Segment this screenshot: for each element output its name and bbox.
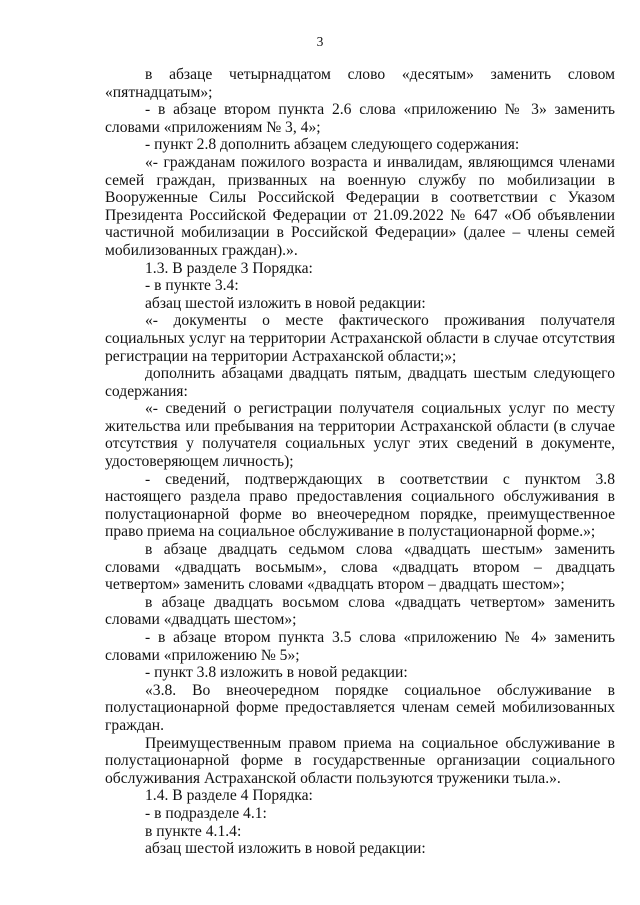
paragraph: - в подразделе 4.1: [145,804,267,822]
paragraph: «- гражданам пожилого возраста и инвалидам, являющимся членами семей граждан, призванных на военную службу по мобилизации в Вооруженные Силы Российской Федерации в соответствии с Указом Президента Российской Федерации от 21.09.2022 № 647 «Об объявлении частичной мобилизации в Российской Федерации» (далее – члены семей мобилизованных граждан).». [105,153,615,259]
paragraph: Преимущественным правом приема на социальное обслуживание в полустационарной форме в государственные организации социального обслуживания Астраханской области пользуются труженики тыла.». [105,734,615,787]
paragraph: - пункт 3.8 изложить в новой редакции: [145,664,408,682]
paragraph: - в абзаце втором пункта 2.6 слова «приложению № 3» заменить словами «приложениям № 3, 4»; [105,101,615,136]
paragraph: «- документы о месте фактического проживания получателя социальных услуг на территории Астраханской области в случае отсутствия регистрации на территории Астраханской области;»; [105,312,615,365]
paragraph: - в абзаце втором пункта 3.5 слова «приложению № 4» заменить словами «приложению № 5»; [105,629,615,664]
paragraph: в пункте 4.1.4: [145,822,242,840]
paragraph: - сведений, подтверждающих в соответствии с пунктом 3.8 настоящего раздела право предоставления социального обслуживания в полустационарной форме во внеочередном порядке, преимущественное право приема на социальное обслуживание в полустационарной форме.»; [105,470,615,541]
paragraph: в абзаце двадцать седьмом слова «двадцать шестым» заменить словами «двадцать восьмым», слова «двадцать втором – двадцать четвертом» заменить словами «двадцать втором – двадцать шестом»; [105,541,615,594]
paragraph: в абзаце четырнадцатом слово «десятым» заменить словом «пятнадцатым»; [105,66,615,101]
paragraph: 1.4. В разделе 4 Порядка: [145,787,313,805]
paragraph: в абзаце двадцать восьмом слова «двадцать четвертом» заменить словами «двадцать шестом»; [105,593,615,629]
paragraph: абзац шестой изложить в новой редакции: [145,840,426,858]
paragraph: - пункт 2.8 дополнить абзацем следующего содержания: [145,136,520,154]
paragraph: «- сведений о регистрации получателя социальных услуг по месту жительства или пребывания на территории Астраханской области (в случае отсутствия у получателя социальных услуг этих сведений в документе, удостоверяющем личность); [105,400,615,471]
document-body [105,66,615,858]
paragraph: 1.3. В разделе 3 Порядка: [145,259,313,277]
paragraph: «3.8. Во внеочередном порядке социальное обслуживание в полустационарной форме предоставляется членам семей мобилизованных граждан. [105,681,615,734]
paragraph: - в пункте 3.4: [145,277,239,295]
paragraph: дополнить абзацами двадцать пятым, двадцать шестым следующего содержания: [105,365,615,400]
paragraph: абзац шестой изложить в новой редакции: [145,294,426,312]
page-number: 3 [316,34,324,49]
